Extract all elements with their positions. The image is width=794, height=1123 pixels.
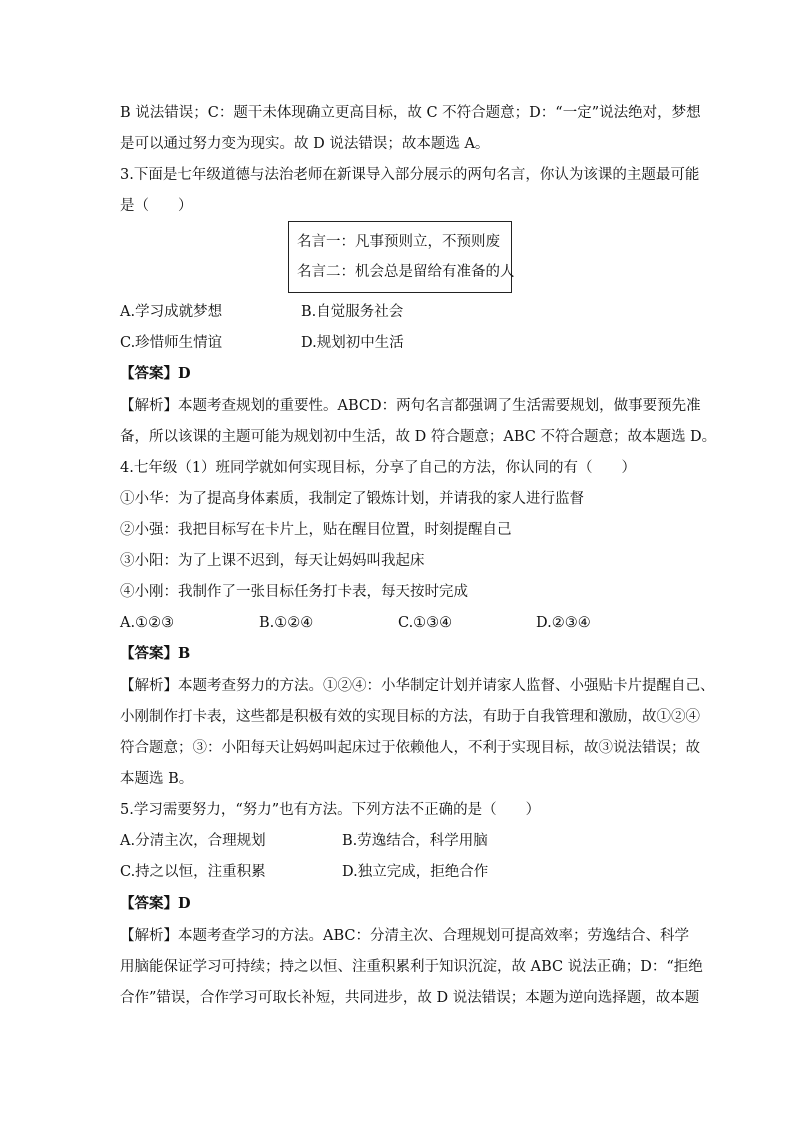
question-3-option-b: B.自觉服务社会 (301, 304, 404, 320)
question-4-explanation-line-4: 本题选 B。 (120, 771, 194, 787)
question-4-option-b: B.①②④ (259, 615, 314, 631)
question-4-item-1: ①小华：为了提高身体素质，我制定了锻炼计划，并请我的家人进行监督 (120, 491, 584, 507)
question-3-option-a: A.学习成就梦想 (120, 304, 223, 320)
question-4-item-2: ②小强：我把目标写在卡片上，贴在醒目位置，时刻提醒自己 (120, 522, 512, 538)
question-5-option-c: C.持之以恒，注重积累 (120, 864, 266, 880)
question-5-option-d: D.独立完成，拒绝合作 (342, 864, 489, 880)
question-5-answer: 【答案】D (120, 895, 191, 912)
quote-2: 名言二：机会总是留给有准备的人 (297, 264, 515, 280)
question-4-answer: 【答案】B (120, 645, 191, 662)
question-3-stem-line-2: 是（ ） (120, 198, 193, 214)
question-5-explanation-line-2: 用脑能保证学习可持续；持之以恒、注重积累利于知识沉淀，故 ABC 说法正确；D：“拒绝 (120, 959, 703, 975)
question-3-option-d: D.规划初中生活 (301, 335, 404, 351)
question-5-explanation-line-3: 合作”错误，合作学习可取长补短，共同进步，故 D 说法错误；本题为逆向选择题，故本题 (120, 990, 700, 1006)
prev-explanation-line-2: 是可以通过努力变为现实。故 D 说法错误；故本题选 A。 (120, 136, 490, 152)
question-3-stem-line-1: 3.下面是七年级道德与法治老师在新课导入部分展示的两句名言，你认为该课的主题最可能 (120, 167, 700, 183)
question-4-explanation-line-2: 小刚制作打卡表，这些都是积极有效的实现目标的方法，有助于自我管理和激励，故①②④ (120, 709, 700, 725)
question-3-option-c: C.珍惜师生情谊 (120, 335, 223, 351)
question-4-item-4: ④小刚：我制作了一张目标任务打卡表，每天按时完成 (120, 584, 468, 600)
quote-1: 名言一：凡事预则立，不预则废 (297, 234, 500, 250)
question-4-explanation-line-3: 符合题意；③：小阳每天让妈妈叫起床过于依赖他人，不利于实现目标，故③说法错误；故 (120, 740, 700, 756)
question-5-explanation-line-1: 【解析】本题考查学习的方法。ABC：分清主次、合理规划可提高效率；劳逸结合、科学 (120, 928, 689, 944)
question-4-stem: 4.七年级（1）班同学就如何实现目标，分享了自己的方法，你认同的有（ ） (120, 460, 637, 476)
question-5-option-a: A.分清主次，合理规划 (120, 833, 266, 849)
question-3-explanation-line-1: 【解析】本题考查规划的重要性。ABCD：两句名言都强调了生活需要规划，做事要预先准 (120, 398, 701, 414)
quote-box (288, 221, 515, 293)
prev-explanation-line-1: B 说法错误；C：题干未体现确立更高目标，故 C 不符合题意；D：“一定”说法绝对，梦想 (120, 105, 701, 121)
question-5-stem: 5.学习需要努力，“努力”也有方法。下列方法不正确的是（ ） (120, 802, 541, 818)
question-4-option-c: C.①③④ (398, 615, 453, 631)
question-4-item-3: ③小阳：为了上课不迟到，每天让妈妈叫我起床 (120, 553, 425, 569)
question-4-option-d: D.②③④ (536, 615, 591, 631)
question-5-option-b: B.劳逸结合，科学用脑 (342, 833, 488, 849)
question-3-answer: 【答案】D (120, 365, 191, 382)
question-3-explanation-line-2: 备，所以该课的主题可能为规划初中生活，故 D 符合题意；ABC 不符合题意；故本题选 D。 (120, 429, 717, 445)
question-4-option-a: A.①②③ (120, 615, 175, 631)
question-4-explanation-line-1: 【解析】本题考查努力的方法。①②④：小华制定计划并请家人监督、小强贴卡片提醒自己、 (120, 678, 715, 694)
